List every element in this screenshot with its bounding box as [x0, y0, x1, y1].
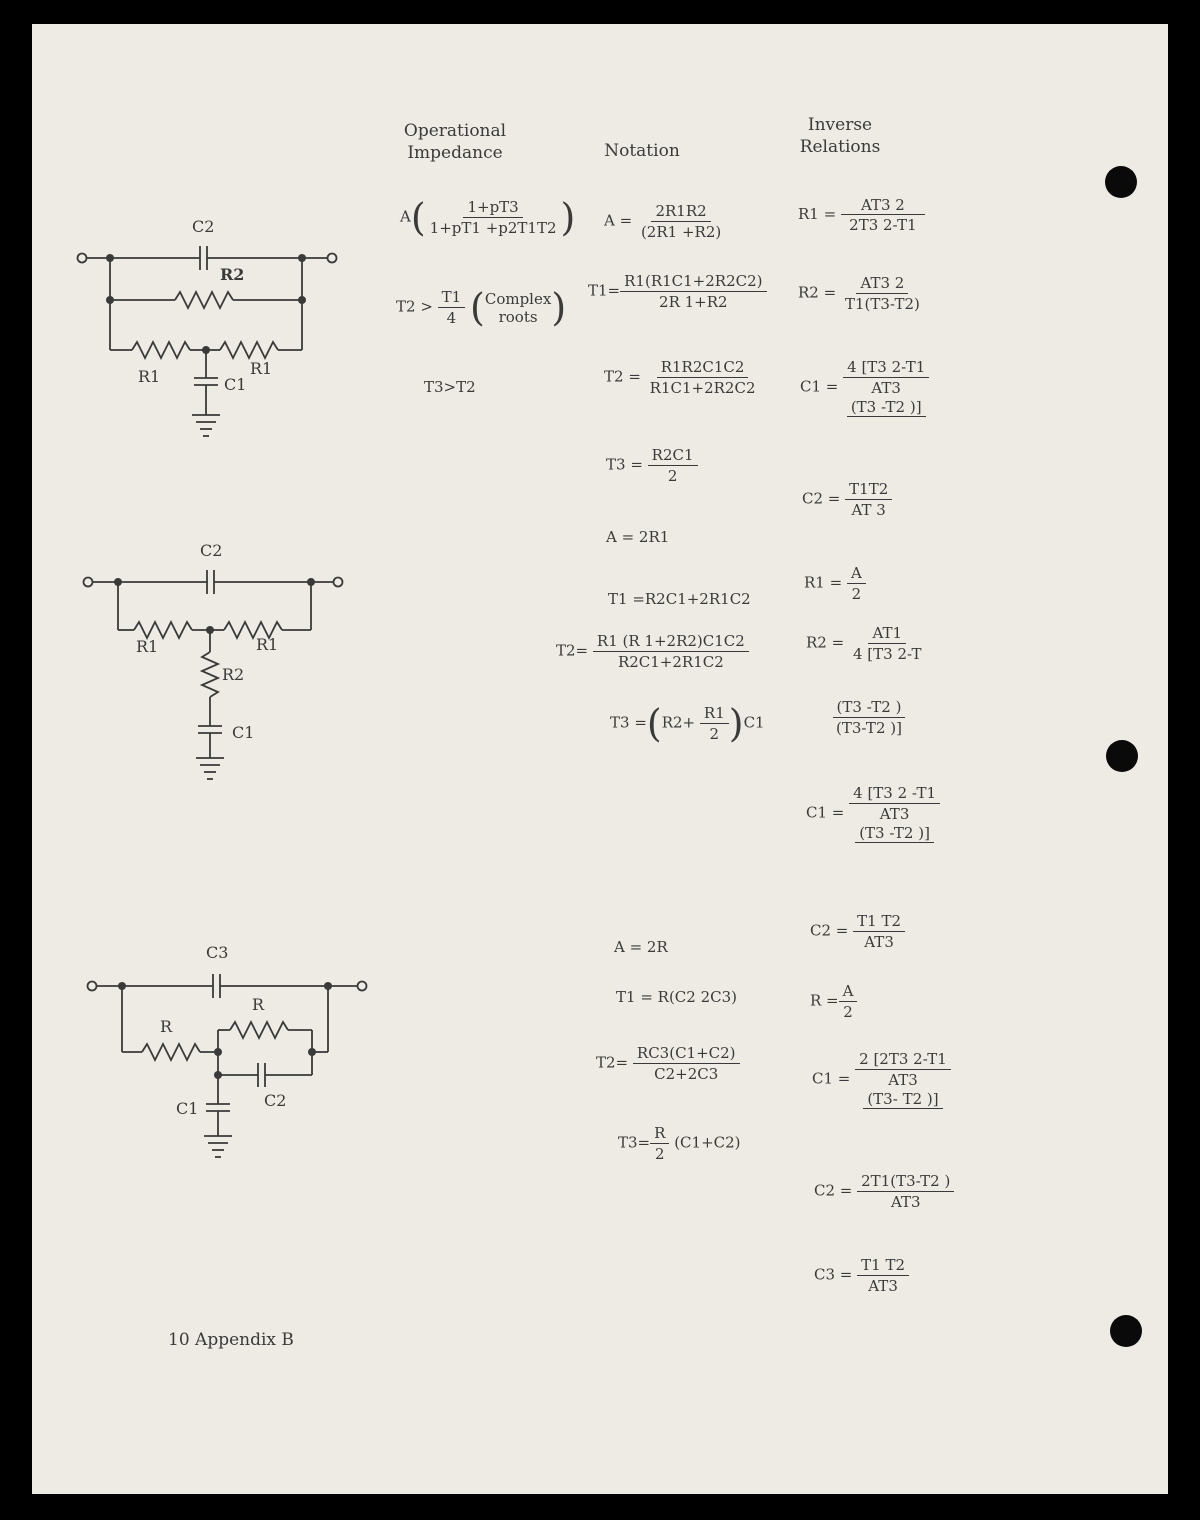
label-c2: C2	[192, 217, 215, 236]
header-operational-impedance: Operational Impedance	[403, 121, 507, 163]
notation1-A: A = $\frac{2R1R2}{(2R1 +R2)}$	[604, 202, 722, 241]
label-r1-left: R1	[138, 367, 161, 386]
label-c2: C2	[264, 1091, 287, 1110]
inverse2-C2: C2 = $\frac{T1 T2}{AT3}$	[810, 912, 905, 951]
circuit-diagram-3	[80, 940, 380, 1180]
notation3-T3: T3= $\frac{R}{2}$ (C1+C2)	[618, 1124, 741, 1163]
inverse1-C2: C2 = $\frac{T1T2}{AT 3}$	[802, 480, 892, 519]
notation1-T3: T3 = $\frac{R2C1}{2}$	[606, 446, 698, 485]
impedance-condition-1: T2 > $\frac{T1}{4}$ (Complex roots )	[396, 285, 567, 330]
notation2-A: A = 2R1	[606, 528, 670, 546]
notation3-A: A = 2R	[614, 938, 668, 956]
label-r1-left: R1	[136, 637, 159, 656]
inverse2-R2-continued: $\frac{(T3 -T2 )}{(T3-T2 )]}$	[832, 698, 906, 737]
label-r-top: R	[252, 995, 265, 1014]
notation2-T1: T1 =R2C1+2R1C2	[608, 590, 751, 608]
label-c3: C3	[206, 943, 229, 962]
circuit-diagram-1	[70, 210, 350, 450]
binder-hole-top	[1105, 166, 1137, 198]
circuit-diagram-2	[76, 540, 356, 790]
notation1-T2: T2 = $\frac{R1R2C1C2}{R1C1+2R2C2}$	[604, 358, 756, 397]
impedance-expression: A( $\frac{1+pT3}{1+pT1 +p2T1T2}$ )	[400, 195, 576, 240]
inverse3-C2: C2 = $\frac{2T1(T3-T2 )}{AT3}$	[814, 1172, 954, 1211]
label-r1-right: R1	[250, 359, 273, 378]
label-r2: R2	[222, 665, 245, 684]
inverse1-R2: R2 = $\frac{AT3 2}{T1(T3-T2)}$	[798, 274, 920, 313]
inverse3-C1: C1 = 2 [2T3 2-T1 AT3 (T3- T2 )]	[812, 1050, 951, 1109]
notation1-T1: T1= $\frac{R1(R1C1+2R2C2)}{2R 1+R2}$	[588, 272, 767, 311]
header-notation: Notation	[604, 141, 680, 161]
binder-hole-middle	[1106, 740, 1138, 772]
inverse1-R1: R1 = $\frac{AT3 2}{2T3 2-T1}$	[798, 196, 925, 234]
label-r1-right: R1	[256, 635, 279, 654]
label-c1: C1	[176, 1099, 199, 1118]
label-r-left: R	[160, 1017, 173, 1036]
inverse2-C1: C1 = 4 [T3 2 -T1 AT3 (T3 -T2 )]	[806, 784, 940, 843]
label-c1: C1	[232, 723, 255, 742]
notation3-T1: T1 = R(C2 2C3)	[616, 988, 738, 1006]
binder-hole-bottom	[1110, 1315, 1142, 1347]
label-r2: R2	[220, 265, 245, 284]
notation2-T3: T3 =(R2+ $\frac{R1}{2}$ )C1	[610, 701, 765, 746]
inverse1-C1: C1 = 4 [T3 2-T1 AT3 (T3 -T2 )]	[800, 358, 929, 417]
label-c2: C2	[200, 541, 223, 560]
inverse3-C3: C3 = $\frac{T1 T2}{AT3}$	[814, 1256, 909, 1295]
inverse2-R2: R2 = $\frac{AT1}{4 [T3 2-T}$	[806, 624, 922, 663]
notation2-T2: T2= $\frac{R1 (R 1+2R2)C1C2}{R2C1+2R1C2}$	[556, 632, 749, 671]
inverse3-R: R = $\frac{A}{2}$	[810, 982, 857, 1021]
notation3-T2: T2= $\frac{RC3(C1+C2)}{C2+2C3}$	[596, 1044, 740, 1083]
impedance-condition-2: T3>T2	[424, 378, 476, 396]
inverse2-R1: R1 = $\frac{A}{2}$	[804, 564, 866, 603]
label-c1: C1	[224, 375, 247, 394]
page-footer: 10 Appendix B	[168, 1330, 294, 1350]
header-inverse-relations: Inverse Relations	[799, 115, 881, 157]
